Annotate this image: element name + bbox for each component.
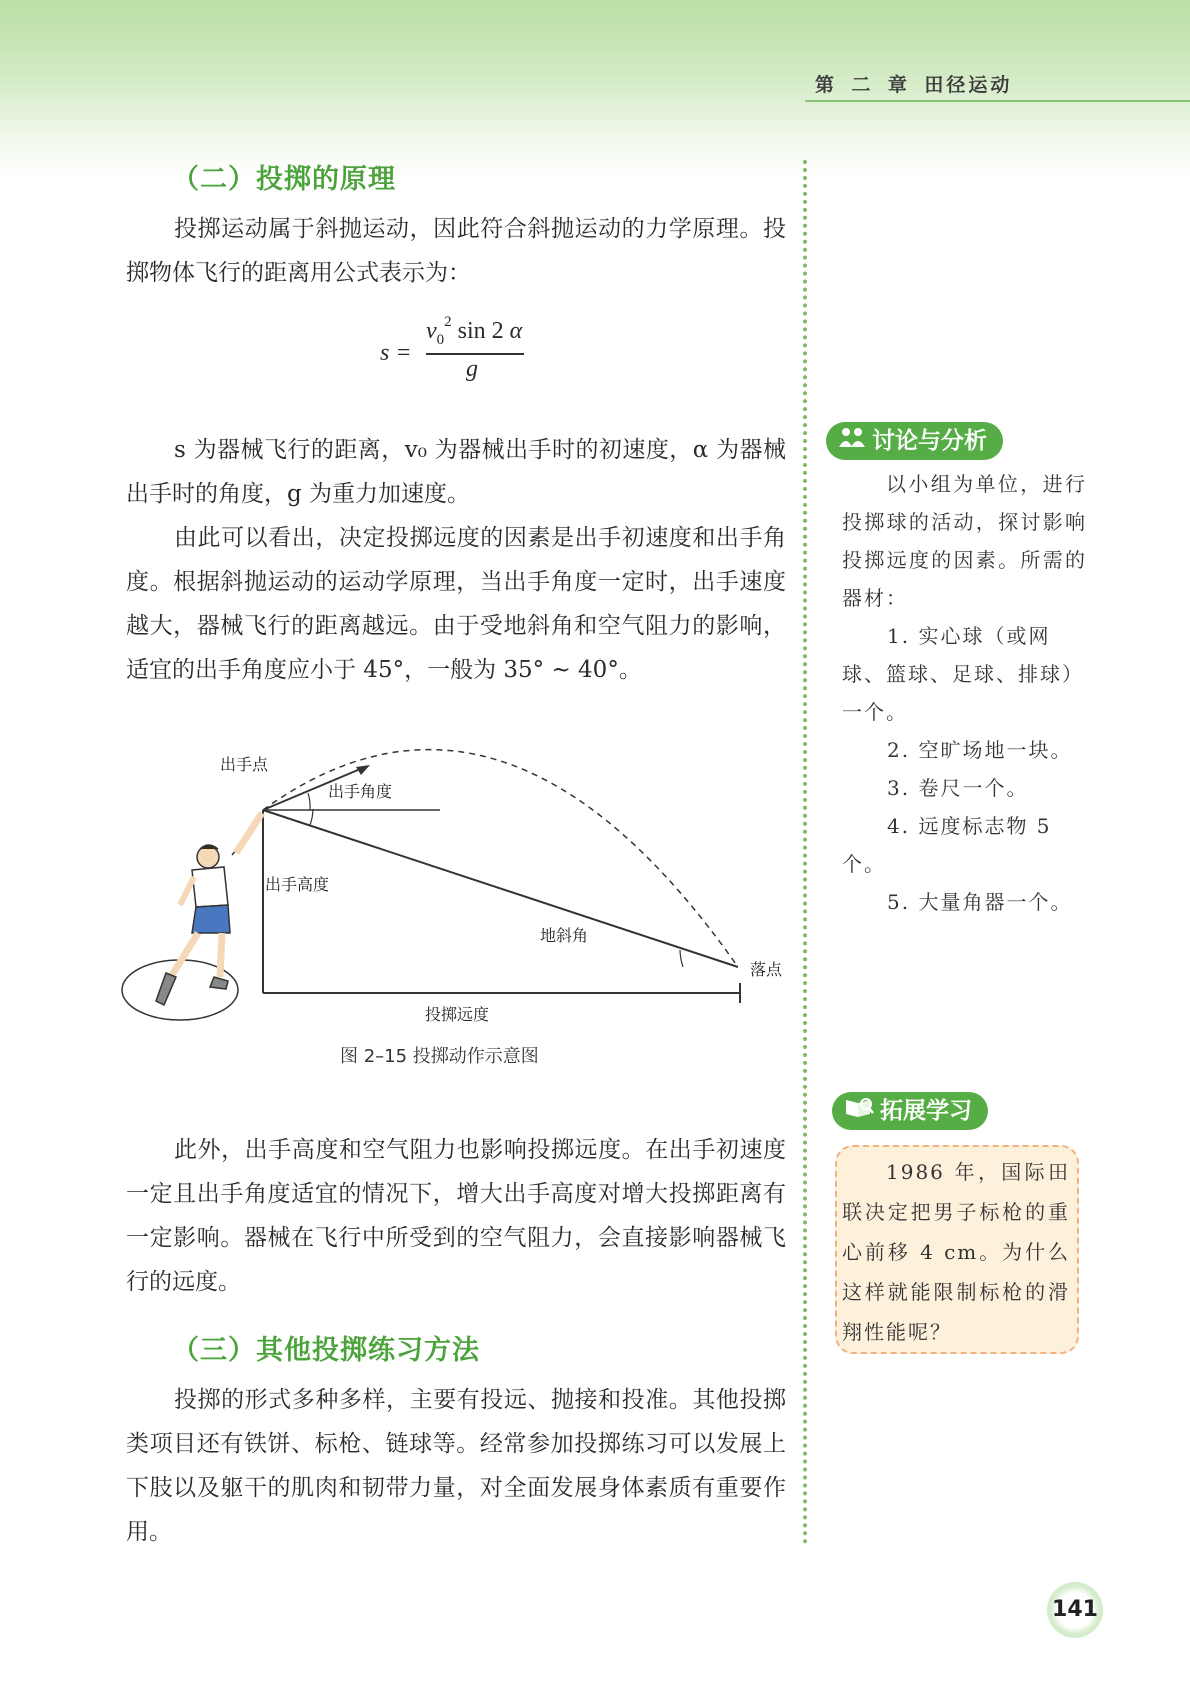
list-item: 2. 空旷场地一块。: [887, 738, 1073, 762]
page-number: 141: [1047, 1582, 1103, 1638]
label-distance: 投掷远度: [425, 1005, 490, 1024]
equipment-list: [842, 617, 1092, 921]
list-item: 5. 大量角器一个。: [887, 890, 1073, 914]
label-landing-point: 落点: [750, 960, 783, 979]
book-magnifier-icon: [844, 1093, 874, 1131]
discussion-intro: 以小组为单位，进行投掷球的活动，探讨影响投掷远度的因素。所需的器材：: [842, 472, 1087, 610]
formula-denominator: g: [466, 356, 478, 382]
label-ground-angle: 地斜角: [540, 926, 589, 945]
paragraph-other-methods: 投掷的形式多种多样，主要有投远、抛接和投准。其他投掷类项目还有铁饼、标枪、链球等。经常参加投掷练习可以发展上下肢以及躯干的肌肉和韧带力量，对全面发展身体素质有重要作用。: [126, 1387, 786, 1545]
label-release-point: 出手点: [220, 755, 269, 774]
formula-fraction-bar: [426, 353, 524, 355]
section-heading-methods: （三）其他投掷练习方法: [172, 1335, 480, 1366]
paragraph-intro: 投掷运动属于斜抛运动，因此符合斜抛运动的力学原理。投掷物体飞行的距离用公式表示为：: [126, 216, 786, 286]
paragraph-factors: 由此可以看出，决定投掷远度的因素是出手初速度和出手角度。根据斜抛运动的运动学原理，当出手角度一定时，出手速度越大，器械飞行的距离越远。由于受地斜角和空气阻力的影响，适宜的出手角度应小于 45°，一般为 35° ~ 40°。: [126, 525, 786, 683]
extend-text: 1986 年，国际田联决定把男子标枪的重心前移 4 cm。为什么这样就能限制标枪的滑翔性能呢？: [842, 1160, 1070, 1344]
discussion-title: 讨论与分析: [872, 428, 987, 454]
formula-lhs: s =: [380, 340, 412, 366]
list-item: 4. 远度标志物 5 个。: [842, 814, 1052, 876]
paragraph-height-resistance: 此外，出手高度和空气阻力也影响投掷远度。在出手初速度一定且出手角度适宜的情况下，增大出手高度对增大投掷距离有一定影响。器械在飞行中所受到的空气阻力，会直接影响器械飞行的远度。: [126, 1137, 786, 1295]
discussion-badge: [826, 422, 1003, 460]
header-rule: [805, 100, 1190, 102]
label-release-angle: 出手角度: [328, 782, 393, 801]
extend-badge: [832, 1092, 988, 1130]
athlete-figure: [156, 813, 262, 1005]
extend-title: 拓展学习: [880, 1098, 972, 1124]
ground-angle-line: [263, 810, 738, 967]
throwing-diagram: [120, 745, 800, 1025]
list-item: 3. 卷尺一个。: [887, 776, 1029, 800]
chapter-header: 第 二 章 田径运动: [815, 74, 1013, 96]
section-heading-principle: （二）投掷的原理: [172, 164, 396, 195]
figure-caption: 图 2–15 投掷动作示意图: [340, 1046, 539, 1067]
formula-numerator: $v_0^2$ sin 2 α: [426, 314, 523, 348]
distance-formula: [380, 314, 560, 388]
column-divider: [803, 160, 807, 1545]
people-icon: [838, 423, 866, 461]
list-item: 1. 实心球（或网球、篮球、足球、排球）一个。: [842, 624, 1084, 724]
label-release-height: 出手高度: [265, 875, 330, 894]
paragraph-variables: s 为器械飞行的距离，v₀ 为器械出手时的初速度，α 为器械出手时的角度，g 为重力加速度。: [126, 437, 786, 507]
